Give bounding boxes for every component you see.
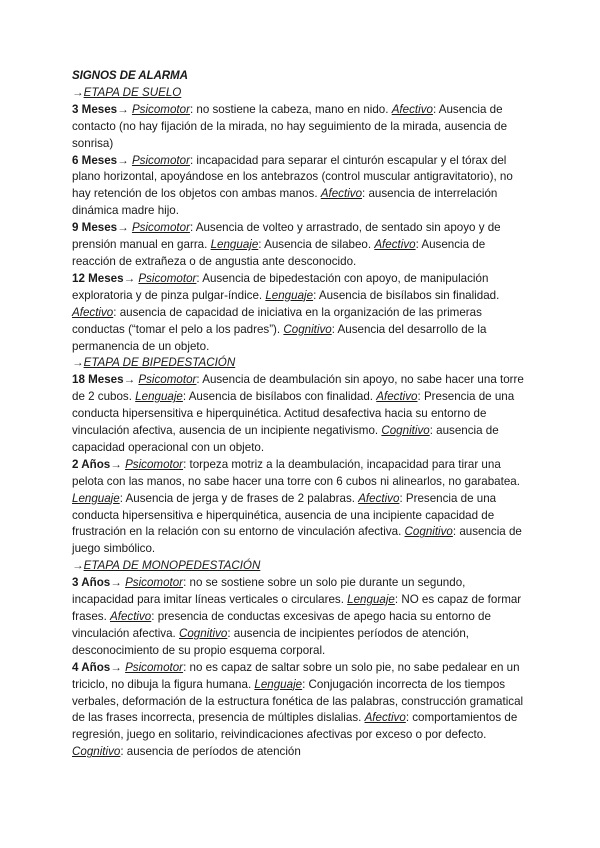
age-entry <box>72 102 530 153</box>
category-text: : Ausencia de bipedestación con apoyo, de manipulación exploratoria y de pinza pulgar-índice. <box>72 271 489 302</box>
stage-heading <box>72 85 530 102</box>
category-label: Cognitivo <box>72 745 121 759</box>
category-label: Lenguaje <box>347 593 395 607</box>
category-label: Lenguaje <box>72 491 120 505</box>
age-entry <box>72 660 530 761</box>
category-label: Psicomotor <box>138 271 197 285</box>
arrow-icon: → <box>110 660 126 674</box>
arrow-icon: → <box>110 457 126 471</box>
category-label: Psicomotor <box>131 221 190 235</box>
arrow-icon: → <box>110 576 126 590</box>
category-text: : Ausencia de contacto (no hay fijación de la mirada, no hay seguimiento de la mirada, ausencia de sonrisa) <box>72 102 508 150</box>
stage-title: ETAPA DE BIPEDESTACIÓN <box>83 356 236 370</box>
category-text: : Ausencia de deambulación sin apoyo, no sabe hacer una torre de 2 cubos. <box>72 373 524 404</box>
category-label: Lenguaje <box>135 390 183 404</box>
age-entry <box>72 220 530 271</box>
category-label: Afectivo <box>374 238 416 252</box>
category-text: : ausencia de juego simbólico. <box>72 525 522 556</box>
category-text: : ausencia de períodos de atención <box>120 745 301 759</box>
category-label: Afectivo <box>72 305 114 319</box>
category-label: Cognitivo <box>178 626 228 640</box>
category-text: : Ausencia de reacción de extrañeza o de angustia ante desconocido. <box>72 238 486 268</box>
arrow-icon: → <box>72 356 84 370</box>
entry-age: 2 Años <box>72 457 111 471</box>
category-label: Afectivo <box>320 187 363 201</box>
stage-title: ETAPA DE SUELO <box>83 85 182 99</box>
entry-age: 12 Meses <box>72 271 124 285</box>
category-label: Psicomotor <box>125 457 184 471</box>
category-text: : ausencia de interrelación dinámica madre hijo. <box>72 187 498 218</box>
category-label: Cognitivo <box>404 525 453 539</box>
category-label: Psicomotor <box>125 576 184 590</box>
arrow-icon: → <box>117 153 132 167</box>
entry-age: 4 Años <box>72 660 111 674</box>
stage-title: ETAPA DE MONOPEDESTACIÓN <box>83 559 261 573</box>
category-text: : Ausencia del desarrollo de la permanencia de un objeto. <box>72 322 487 353</box>
arrow-icon: → <box>72 559 84 573</box>
category-label: Afectivo <box>376 390 418 404</box>
category-label: Lenguaje <box>265 288 314 302</box>
document-sections <box>72 85 530 761</box>
entry-age: 3 Años <box>72 576 111 590</box>
arrow-icon: → <box>72 85 84 99</box>
age-entry <box>72 271 530 356</box>
age-entry <box>72 575 530 660</box>
category-text: : NO es capaz de formar frases. <box>72 593 522 623</box>
category-text: : Conjugación incorrecta de los tiempos verbales, deformación de la estructura fonética de las palabras, construcción gramatical de las frases incorrecta, presencia de múltiples dislalias. <box>72 677 524 725</box>
category-text: : ausencia de capacidad operacional con un objeto. <box>72 424 499 454</box>
category-text: : Ausencia de bisílabos con finalidad. <box>182 390 377 404</box>
age-entry <box>72 372 530 457</box>
category-label: Lenguaje <box>210 238 259 252</box>
category-label: Psicomotor <box>138 373 197 387</box>
category-label: Afectivo <box>358 491 400 505</box>
age-entry <box>72 153 530 221</box>
category-text: : presencia de conductas excesivas de apego hacia su entorno de vinculación afectiva. <box>72 610 491 640</box>
stage-heading <box>72 558 530 575</box>
category-text: : Ausencia de volteo y arrastrado, de sentado sin apoyo y de prensión manual en garra. <box>72 221 501 252</box>
category-label: Cognitivo <box>381 424 430 438</box>
document-page <box>72 68 530 761</box>
category-text: : ausencia de capacidad de iniciativa en la organización de las primeras conductas (“tomar el pelo a los padres”). <box>72 305 482 336</box>
age-entry <box>72 457 530 558</box>
category-text: : Ausencia de silabeo. <box>258 238 375 252</box>
category-label: Lenguaje <box>254 677 303 691</box>
category-text: : incapacidad para separar el cinturón escapular y el tórax del plano horizontal, apoyándose en los antebrazos (control muscular antigravitatorio), no hay retención de los objetos con ambas manos. <box>72 153 513 201</box>
arrow-icon: → <box>123 271 139 285</box>
entry-age: 9 Meses <box>72 221 118 235</box>
category-label: Afectivo <box>110 610 152 623</box>
entry-age: 6 Meses <box>72 153 118 167</box>
category-text: : no se sostiene sobre un solo pie durante un segundo, incapacidad para imitar líneas verticales o circulares. <box>72 576 466 607</box>
category-text: : no sostiene la cabeza, mano en nido. <box>189 102 392 116</box>
entry-age: 18 Meses <box>72 373 124 387</box>
category-label: Afectivo <box>364 711 406 725</box>
category-label: Psicomotor <box>125 660 184 674</box>
category-label: Psicomotor <box>131 102 190 116</box>
category-text: : comportamientos de regresión, juego en solitario, reivindicaciones afectivas por exceso o por defecto. <box>72 711 518 742</box>
category-text: : Ausencia de jerga y de frases de 2 palabras. <box>119 491 359 505</box>
category-text: : Presencia de una conducta hipersensitiva e hiperquinética, ausencia de una incipiente capacidad de frustración en la relación con su entorno de vinculación afectiva. <box>72 491 497 539</box>
category-text: : Presencia de una conducta hipersensitiva e hiperquinética. Actitud desafectiva hacia su entorno de vinculación afectiva, ausencia de un incipiente negativismo. <box>72 390 515 438</box>
category-text: : no es capaz de saltar sobre un solo pie, no sabe pedalear en un triciclo, no dibuja la figura humana. <box>72 660 520 691</box>
category-label: Afectivo <box>391 102 433 116</box>
category-text: : ausencia de incipientes períodos de atención, desconocimiento de su propio esquema corporal. <box>72 626 470 657</box>
stage-heading <box>72 355 530 372</box>
category-text: : Ausencia de bisílabos sin finalidad. <box>313 288 500 302</box>
arrow-icon: → <box>117 102 132 116</box>
arrow-icon: → <box>117 221 132 235</box>
category-text: : torpeza motriz a la deambulación, incapacidad para tirar una pelota con las manos, no sabe hacer una torre con 6 cubos ni alinearlos, no garabatea. <box>72 457 520 488</box>
category-label: Cognitivo <box>283 322 332 336</box>
document-title: SIGNOS DE ALARMA <box>72 69 188 82</box>
entry-age: 3 Meses <box>72 102 118 116</box>
arrow-icon: → <box>123 373 139 387</box>
category-label: Psicomotor <box>131 153 190 167</box>
